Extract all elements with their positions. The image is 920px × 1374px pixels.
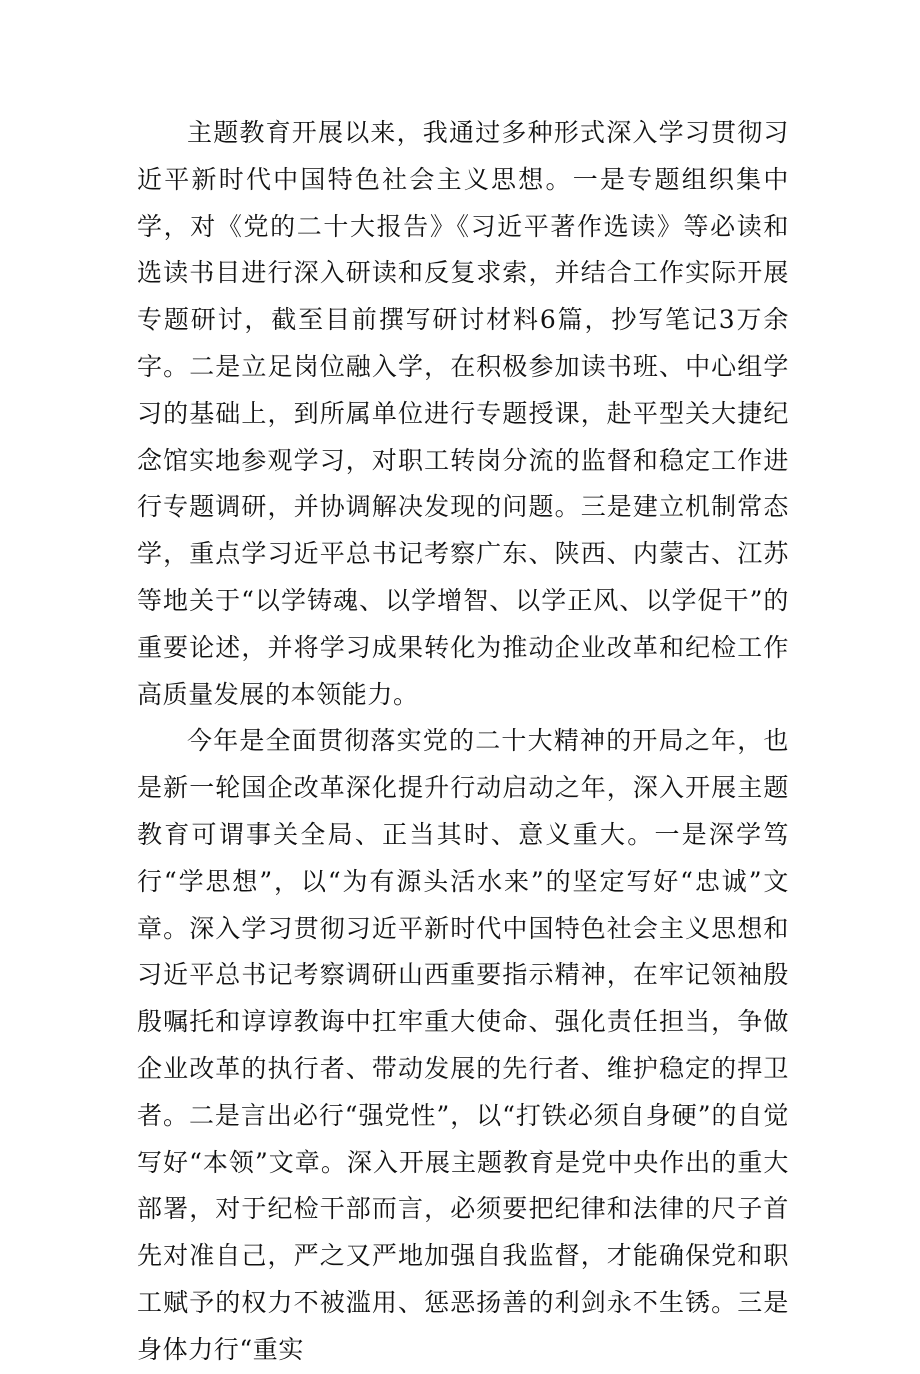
document-page xyxy=(137,110,789,1374)
paragraph-theme-education: 今年是全面贯彻落实党的二十大精神的开局之年，也是新一轮国企改革深化提升行动启动之年，深入开展主题教育可谓事关全局、正当其时、意义重大。一是深学笃行“学思想”，以“为有源头活水来”的坚定写好“忠诚”文章。深入学习贯彻习近平新时代中国特色社会主义思想和习近平总书记考察调研山西重要指示精神，在牢记领袖殷殷嘱托和谆谆教诲中扛牢重大使命、强化责任担当，争做企业改革的执行者、带动发展的先行者、维护稳定的捍卫者。二是言出必行“强党性”，以“打铁必须自身硬”的自觉写好“本领”文章。深入开展主题教育是党中央作出的重大部署，对于纪检干部而言，必须要把纪律和法律的尺子首先对准自己，严之又严地加强自我监督，才能确保党和职工赋予的权力不被滥用、惩恶扬善的利剑永不生锈。三是身体力行“重实 xyxy=(137,726,789,1364)
paragraph-study-summary: 主题教育开展以来，我通过多种形式深入学习贯彻习近平新时代中国特色社会主义思想。一是专题组织集中学，对《党的二十大报告》《习近平著作选读》等必读和选读书目进行深入研读和反复求索，并结合工作实际开展专题研讨，截至目前撰写研讨材料6篇，抄写笔记3万余字。二是立足岗位融入学，在积极参加读书班、中心组学习的基础上，到所属单位进行专题授课，赴平型关大捷纪念馆实地参观学习，对职工转岗分流的监督和稳定工作进行专题调研，并协调解决发现的问题。三是建立机制常态学，重点学习近平总书记考察广东、陕西、内蒙古、江苏等地关于“以学铸魂、以学增智、以学正风、以学促干”的重要论述，并将学习成果转化为推动企业改革和纪检工作高质量发展的本领能力。 xyxy=(137,118,789,709)
